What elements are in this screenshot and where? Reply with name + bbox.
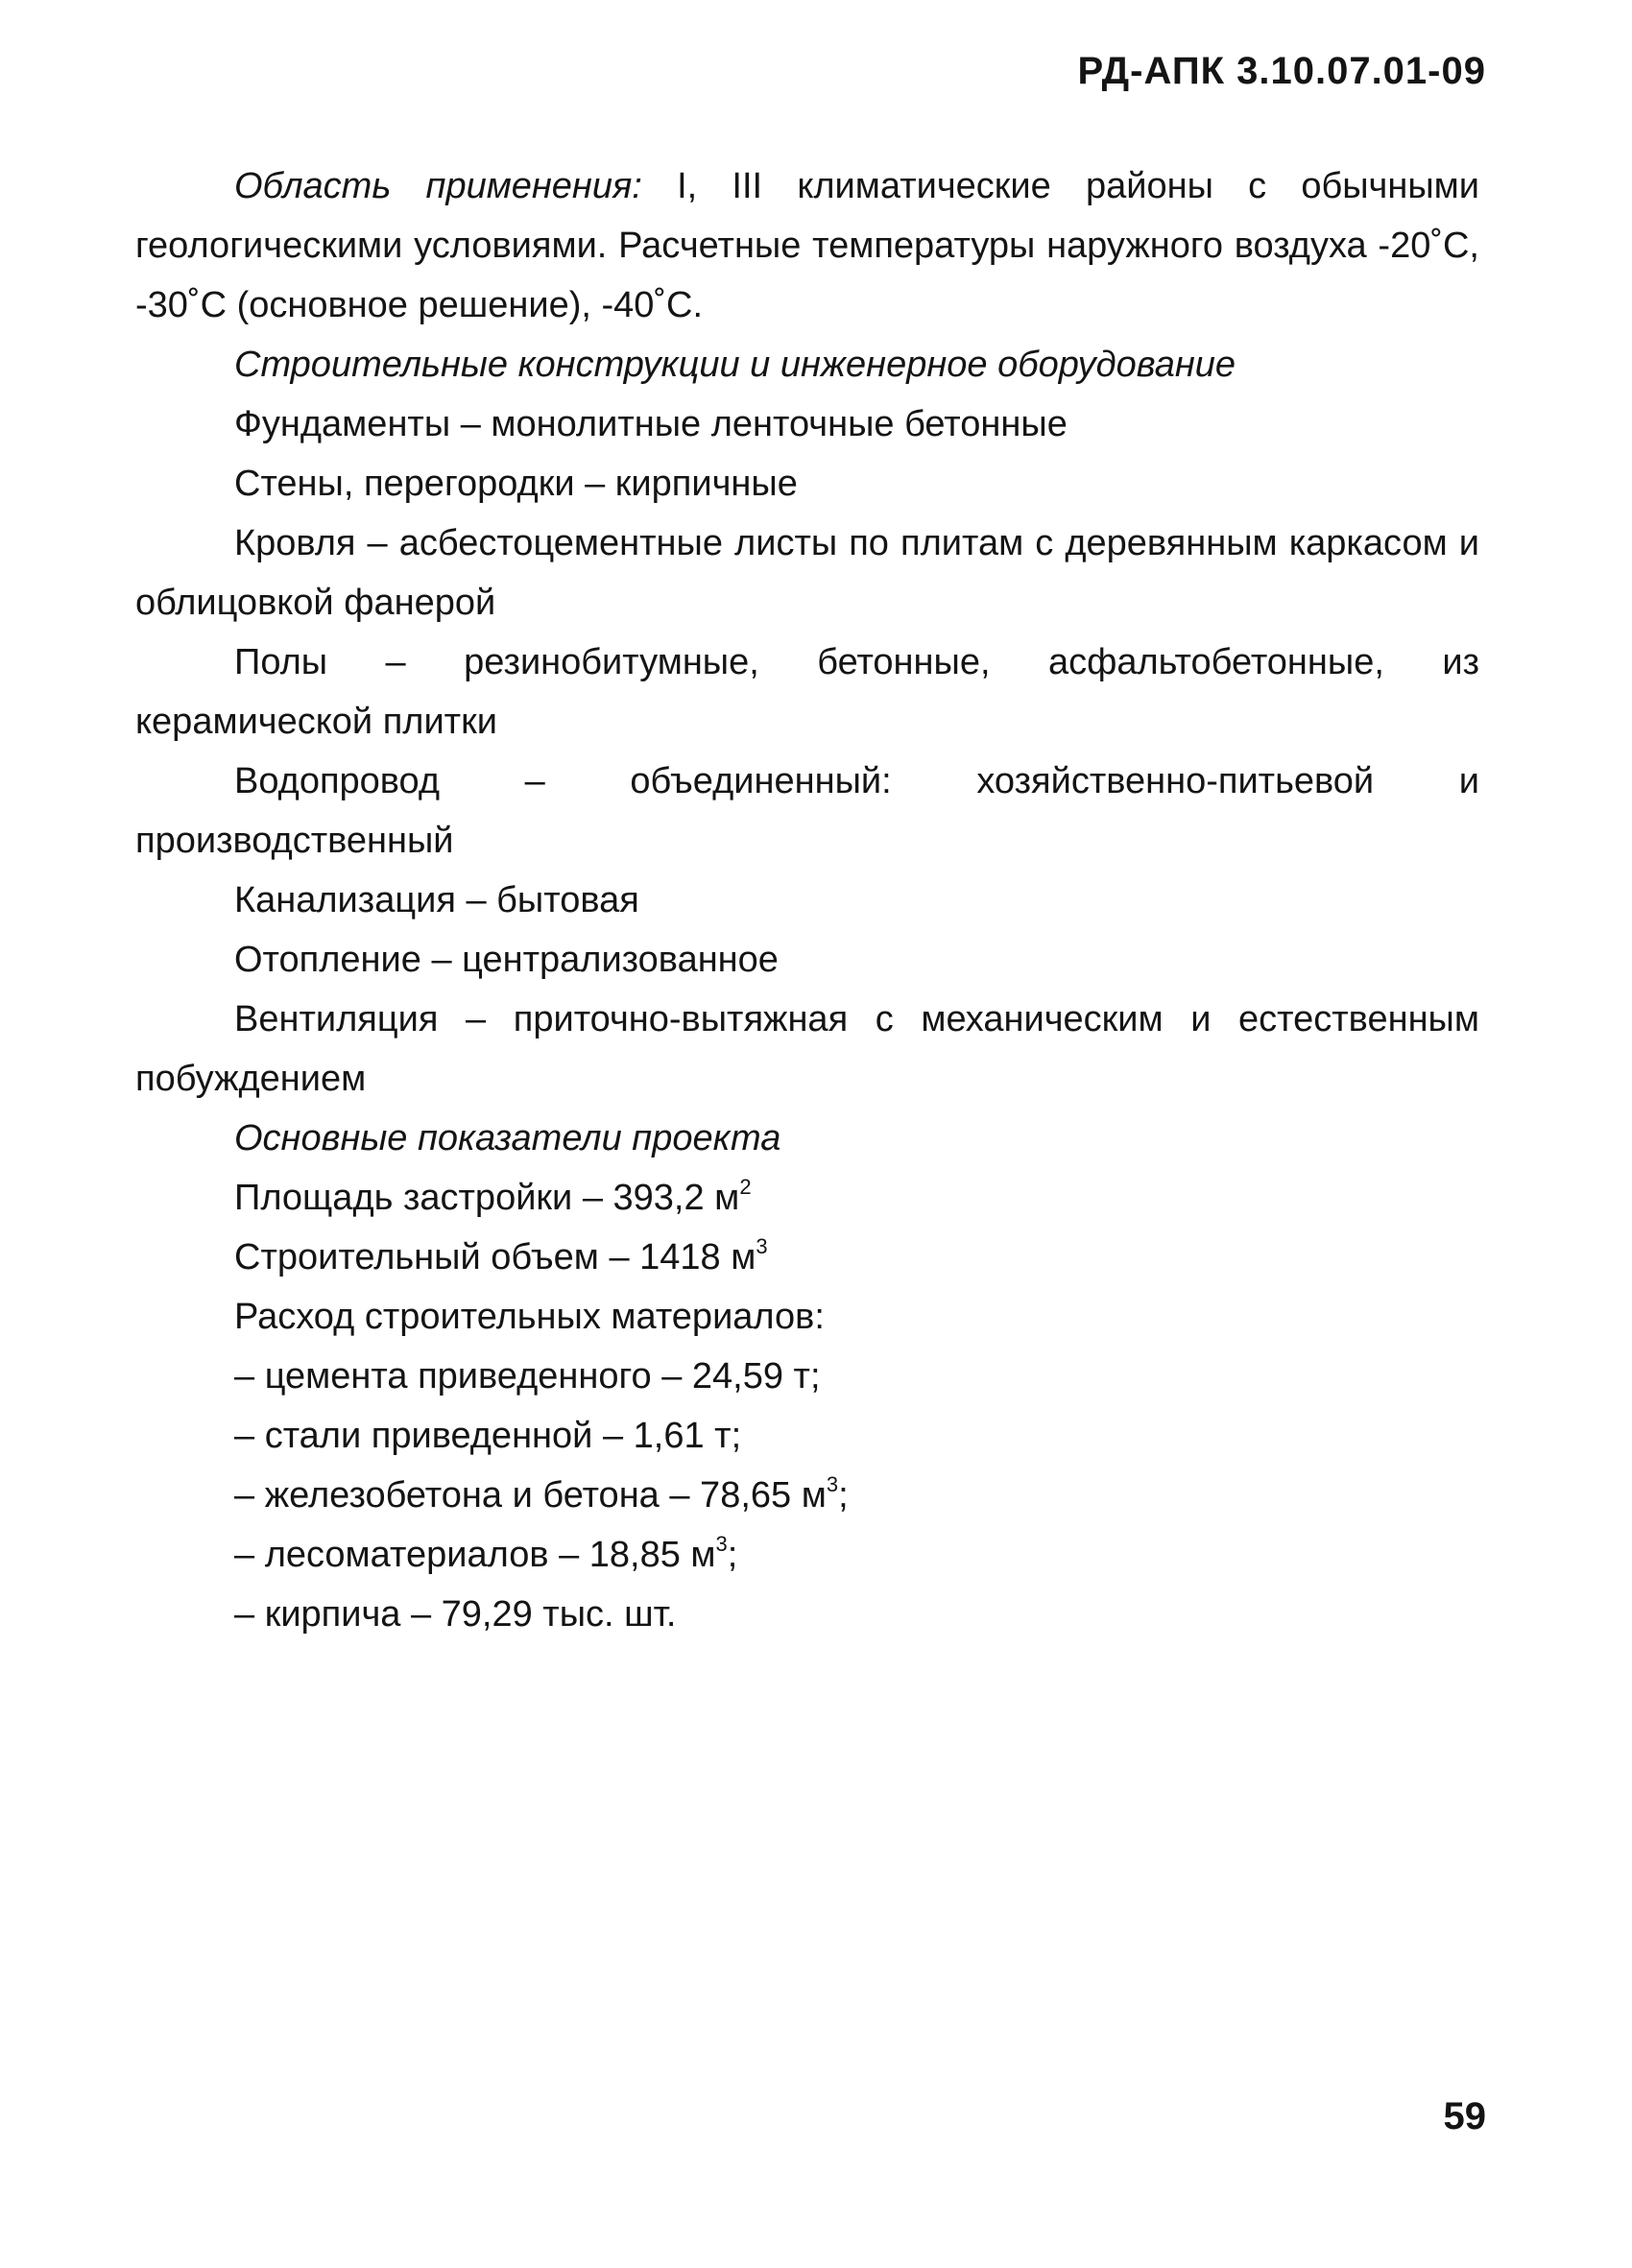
indicator-area-text: Площадь застройки – 393,2 м [234, 1178, 740, 1218]
indicators-heading: Основные показатели проекта [234, 1118, 781, 1158]
construction-item-heating: Отопление – централизованное [234, 940, 779, 980]
material-timber-text: – лесоматериалов – 18,85 м [234, 1535, 716, 1575]
document-code: РД-АПК 3.10.07.01-09 [1077, 50, 1486, 92]
indicator-area-sup: 2 [739, 1175, 752, 1199]
material-concrete [135, 1466, 1479, 1525]
material-concrete-text: – железобетона и бетона – 78,65 м [234, 1475, 827, 1516]
material-steel: – стали приведенной – 1,61 т; [234, 1416, 742, 1456]
construction-item-ventilation: Вентиляция – приточно-вытяжная с механическим и естественным побуждением [135, 999, 1479, 1099]
material-timber-sup: 3 [715, 1532, 728, 1556]
indicator-volume [135, 1228, 1479, 1287]
construction-item-walls: Стены, перегородки – кирпичные [234, 464, 798, 504]
indicator-volume-sup: 3 [756, 1234, 768, 1258]
construction-item-floors: Полы – резинобитумные, бетонные, асфальтобетонные, из керамической плитки [135, 642, 1479, 742]
material-brick: – кирпича – 79,29 тыс. шт. [234, 1594, 677, 1635]
constructions-heading: Строительные конструкции и инженерное оборудование [234, 345, 1236, 385]
construction-item-sewerage: Канализация – бытовая [234, 880, 639, 920]
material-cement: – цемента приведенного – 24,59 т; [234, 1356, 821, 1397]
indicator-area [135, 1168, 1479, 1228]
page-content [135, 156, 1479, 1644]
scope-label: Область применения: [234, 166, 642, 206]
page-number: 59 [1443, 2095, 1486, 2137]
scope-text: I, III климатические районы с обычными геологическими условиями. Расчетные температуры наружного воздуха -20˚С, -30˚С (основное решение), -40˚С. [135, 166, 1480, 325]
scope-paragraph [135, 156, 1479, 335]
construction-item-foundations: Фундаменты – монолитные ленточные бетонные [234, 404, 1068, 444]
material-concrete-sup: 3 [826, 1472, 839, 1496]
construction-item-water-supply: Водопровод – объединенный: хозяйственно-питьевой и производственный [135, 761, 1479, 861]
indicator-volume-text: Строительный объем – 1418 м [234, 1237, 756, 1277]
material-timber [135, 1525, 1479, 1585]
material-timber-end: ; [727, 1535, 738, 1575]
construction-item-roof: Кровля – асбестоцементные листы по плитам с деревянным каркасом и облицовкой фанерой [135, 523, 1479, 623]
material-concrete-end: ; [838, 1475, 849, 1516]
materials-heading: Расход строительных материалов: [234, 1297, 825, 1337]
